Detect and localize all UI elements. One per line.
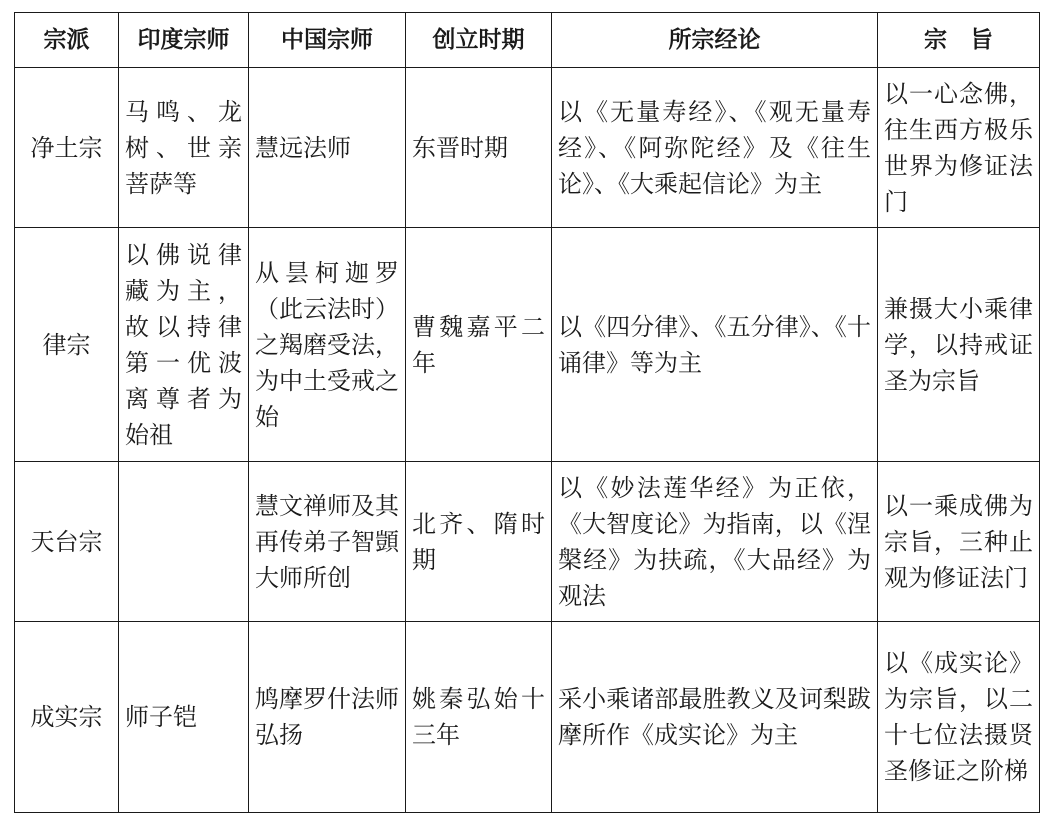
header-scriptures: 所宗经论 — [552, 13, 878, 68]
cell-period: 姚秦弘始十三年 — [406, 622, 552, 813]
cell-chinese-master: 慧文禅师及其再传弟子智顗大师所创 — [249, 462, 406, 622]
cell-period: 曹魏嘉平二年 — [406, 228, 552, 462]
cell-sect: 天台宗 — [15, 462, 119, 622]
cell-period: 北齐、隋时期 — [406, 462, 552, 622]
header-indian-master: 印度宗师 — [119, 13, 249, 68]
cell-tenet: 以一心念佛，往生西方极乐世界为修证法门 — [878, 68, 1040, 228]
cell-indian-master: 师子铠 — [119, 622, 249, 813]
cell-period: 东晋时期 — [406, 68, 552, 228]
cell-indian-master: 以佛说律藏为主，故以持律第一优波离尊者为始祖 — [119, 228, 249, 462]
header-sect: 宗派 — [15, 13, 119, 68]
table-row — [15, 622, 1040, 813]
header-row — [15, 13, 1040, 68]
cell-scriptures: 采小乘诸部最胜教义及诃梨跋摩所作《成实论》为主 — [552, 622, 878, 813]
cell-chinese-master: 慧远法师 — [249, 68, 406, 228]
cell-tenet: 以《成实论》为宗旨，以二十七位法摄贤圣修证之阶梯 — [878, 622, 1040, 813]
cell-scriptures: 以《四分律》、《五分律》、《十诵律》等为主 — [552, 228, 878, 462]
cell-sect: 律宗 — [15, 228, 119, 462]
cell-tenet: 兼摄大小乘律学，以持戒证圣为宗旨 — [878, 228, 1040, 462]
cell-tenet: 以一乘成佛为宗旨，三种止观为修证法门 — [878, 462, 1040, 622]
table-row — [15, 228, 1040, 462]
cell-scriptures: 以《无量寿经》、《观无量寿经》、《阿弥陀经》及《往生论》、《大乘起信论》为主 — [552, 68, 878, 228]
cell-chinese-master: 从昙柯迦罗（此云法时）之羯磨受法，为中土受戒之始 — [249, 228, 406, 462]
cell-scriptures: 以《妙法莲华经》为正依，《大智度论》为指南，以《涅槃经》为扶疏，《大品经》为观法 — [552, 462, 878, 622]
table-row — [15, 68, 1040, 228]
cell-indian-master: 马鸣、龙树、世亲菩萨等 — [119, 68, 249, 228]
header-chinese-master: 中国宗师 — [249, 13, 406, 68]
cell-chinese-master: 鸠摩罗什法师弘扬 — [249, 622, 406, 813]
cell-sect: 净土宗 — [15, 68, 119, 228]
header-period: 创立时期 — [406, 13, 552, 68]
buddhist-sects-table — [14, 12, 1040, 813]
header-tenet: 宗 旨 — [878, 13, 1040, 68]
cell-sect: 成实宗 — [15, 622, 119, 813]
cell-indian-master — [119, 462, 249, 622]
table-row — [15, 462, 1040, 622]
